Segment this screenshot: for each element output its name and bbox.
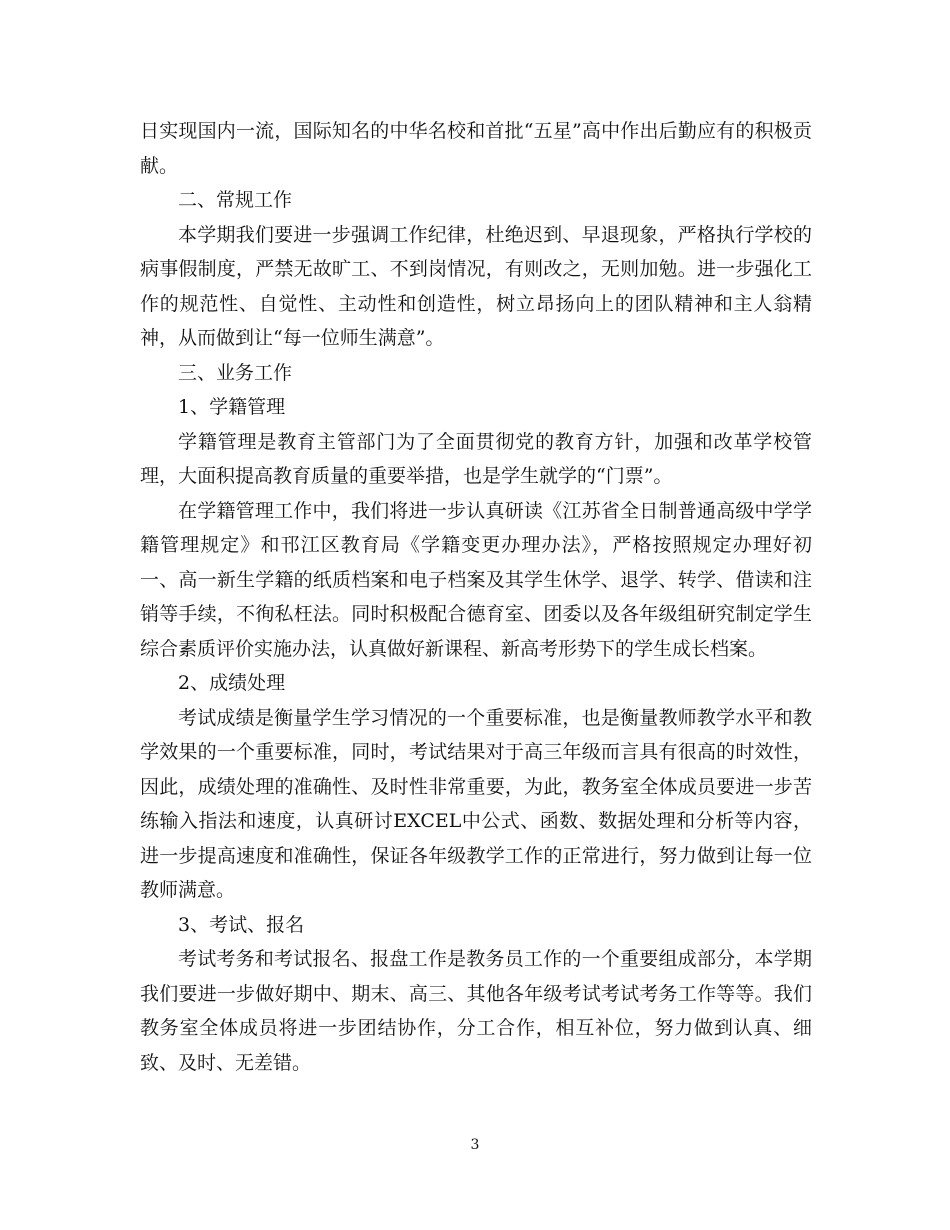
paragraph-exams-registration: 考试考务和考试报名、报盘工作是教务员工作的一个重要组成部分，本学期我们要进一步做好期中、期末、高三、其他各年级考试考试考务工作等等。我们教务室全体成员将进一步团结协作，分工合作，相互补位，努力做到认真、细致、及时、无差错。 [140, 948, 812, 1074]
section-heading-business-work: 三、业务工作 [178, 361, 293, 384]
paragraph-continuation: 日实现国内一流，国际知名的中华名校和首批“五星”高中作出后勤应有的积极贡献。 [140, 120, 812, 177]
document-body [140, 114, 812, 1080]
paragraph-routine-work: 本学期我们要进一步强调工作纪律，杜绝迟到、早退现象，严格执行学校的病事假制度，严禁无故旷工、不到岗情况，有则改之，无则加勉。进一步强化工作的规范性、自觉性、主动性和创造性，树立昂扬向上的团队精神和主人翁精神，从而做到让“每一位师生满意”。 [140, 223, 812, 349]
subheading-score-processing: 2、成绩处理 [178, 672, 286, 694]
paragraph-student-records-intro: 学籍管理是教育主管部门为了全面贯彻党的教育方针，加强和改革学校管理，大面积提高教育质量的重要举措，也是学生就学的“门票”。 [140, 430, 812, 487]
subheading-exams-registration: 3、考试、报名 [178, 913, 305, 936]
subheading-student-records: 1、学籍管理 [178, 396, 286, 418]
paragraph-score-processing: 考试成绩是衡量学生学习情况的一个重要标准，也是衡量教师教学水平和教学效果的一个重要标准，同时，考试结果对于高三年级而言具有很高的时效性，因此，成绩处理的准确性、及时性非常重要，为此，教务室全体成员要进一步苦练输入指法和速度，认真研讨EXCEL中公式、函数、数据处理和分析等内容，进一步提高速度和准确性，保证各年级教学工作的正常进行，努力做到让每一位教师满意。 [140, 706, 812, 901]
section-heading-routine-work: 二、常规工作 [178, 189, 293, 211]
paragraph-student-records-work: 在学籍管理工作中，我们将进一步认真研读《江苏省全日制普通高级中学学籍管理规定》和邗江区教育局《学籍变更办理办法》，严格按照规定办理好初一、高一新生学籍的纸质档案和电子档案及其学生休学、退学、转学、借读和注销等手续，不徇私枉法。同时积极配合德育室、团委以及各年级组研究制定学生综合素质评价实施办法，认真做好新课程、新高考形势下的学生成长档案。 [140, 499, 812, 660]
page-number: 3 [470, 1137, 480, 1153]
